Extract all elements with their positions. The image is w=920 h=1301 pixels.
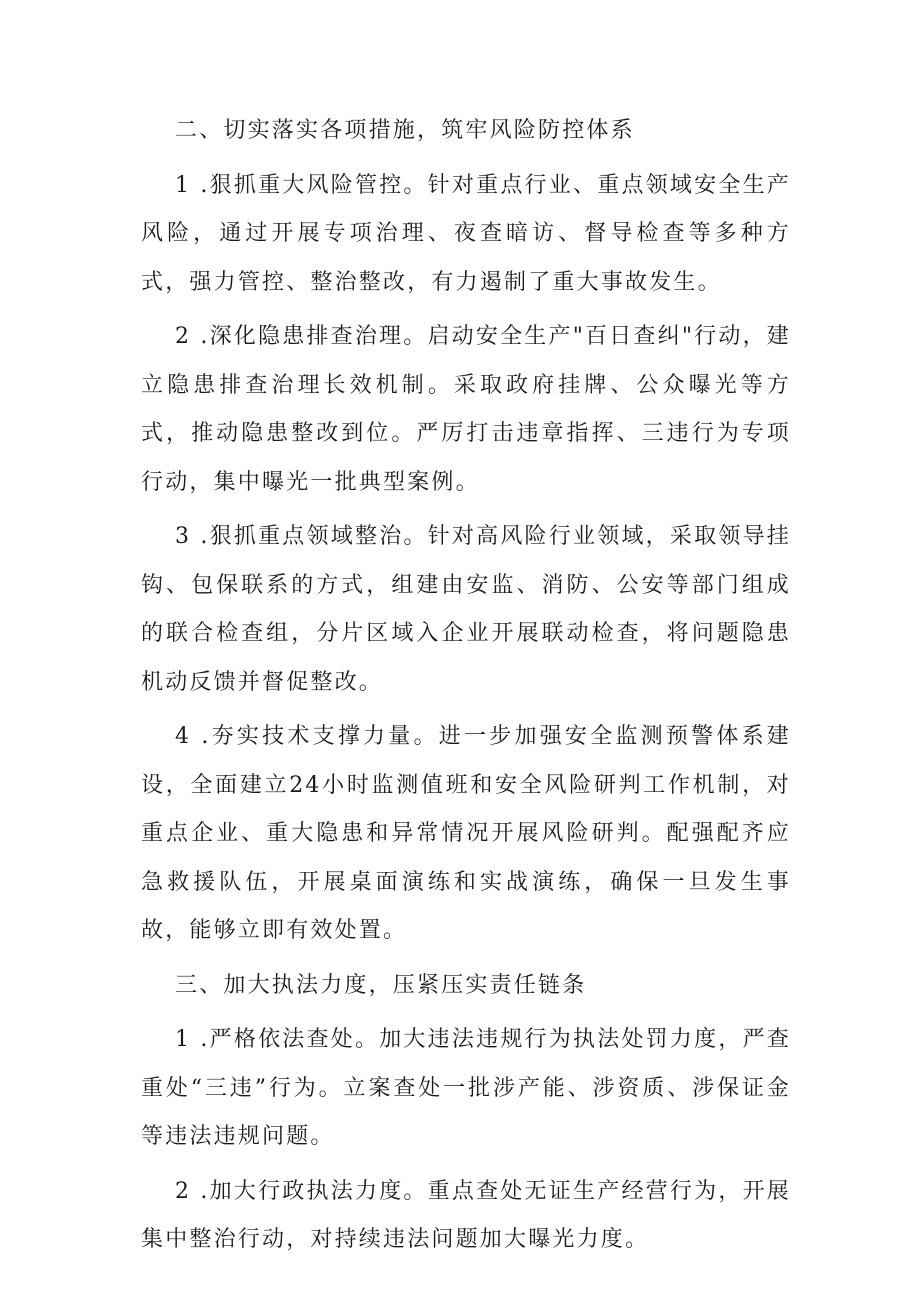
section2-item-2: 2 .深化隐患排查治理。启动安全生产"百日查纠"行动，建立隐患排查治理长效机制。采取政府挂牌、公众曝光等方式，推动隐患整改到位。严厉打击违章指挥、三违行为专项行动，集中曝光一批典型案例。 <box>141 324 791 495</box>
document-body <box>141 107 791 1271</box>
section3-item-1: 1 .严格依法查处。加大违法违规行为执法处罚力度，严查重处“三违”行为。立案查处一批涉产能、涉资质、涉保证金等违法违规问题。 <box>141 1027 791 1149</box>
section2-item-4: 4 .夯实技术支撑力量。进一步加强安全监测预警体系建设，全面建立24小时监测值班和安全风险研判工作机制，对重点企业、重大隐患和异常情况开展风险研判。配强配齐应急救援队伍，开展桌面演练和实战演练，确保一旦发生事故，能够立即有效处置。 <box>141 724 791 943</box>
section-heading-2: 二、切实落实各项措施，筑牢风险防控体系 <box>175 118 635 143</box>
section-heading-3: 三、加大执法力度，压紧压实责任链条 <box>175 972 587 998</box>
section3-item-2: 2 .加大行政执法力度。重点查处无证生产经营行为，开展集中整治行动，对持续违法问题加大曝光力度。 <box>141 1178 791 1252</box>
section2-item-1: 1 .狠抓重大风险管控。针对重点行业、重点领域安全生产风险，通过开展专项治理、夜查暗访、督导检查等多种方式，强力管控、整治整改，有力遏制了重大事故发生。 <box>141 172 791 295</box>
section2-item-3: 3 .狠抓重点领域整治。针对高风险行业领域，采取领导挂钩、包保联系的方式，组建由安监、消防、公安等部门组成的联合检查组，分片区域入企业开展联动检查，将问题隐患机动反馈并督促整改。 <box>141 524 791 695</box>
